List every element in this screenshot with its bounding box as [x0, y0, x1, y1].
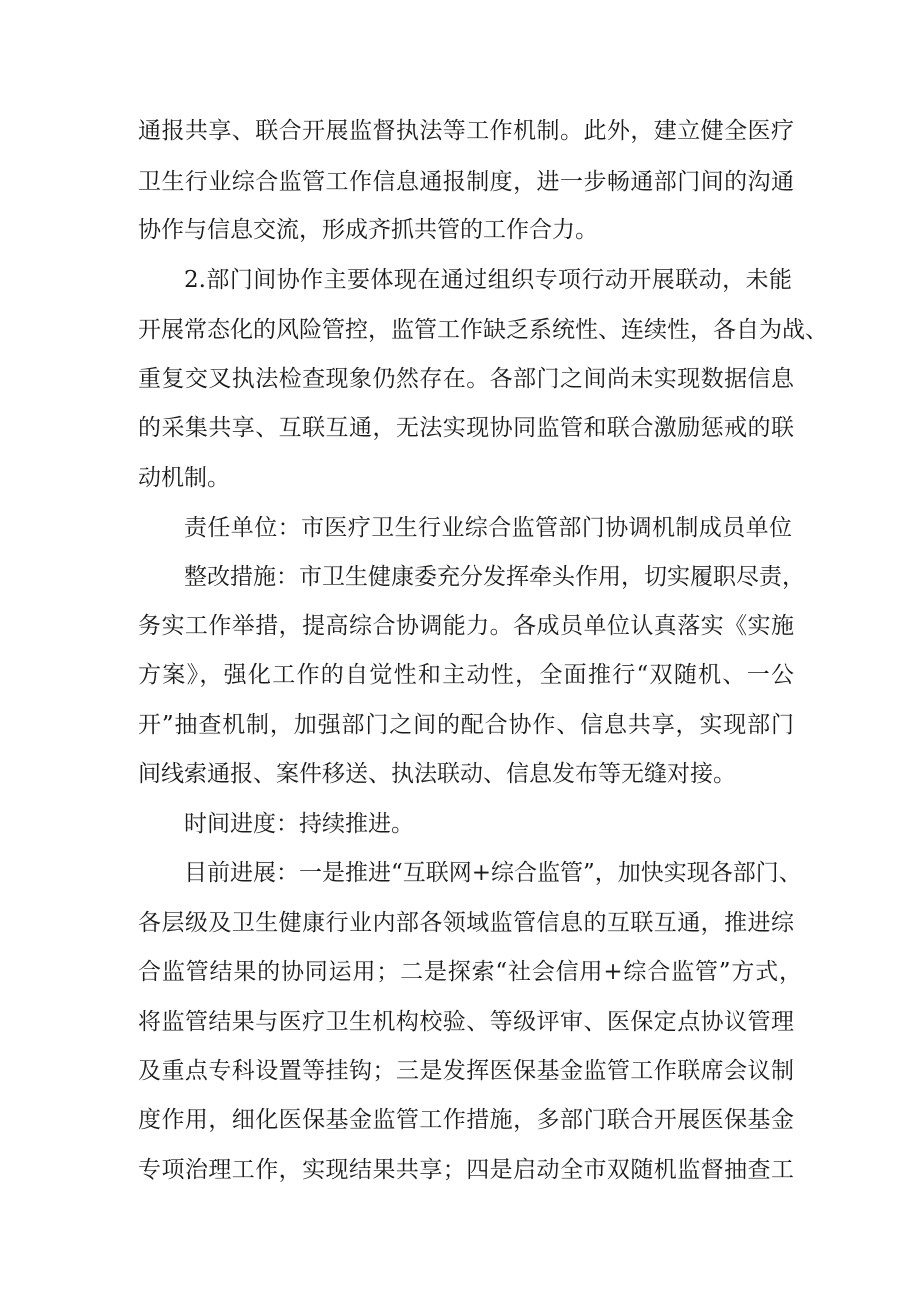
text-line: 方案》，强化工作的自觉性和主动性，全面推行“双随机、一公: [138, 662, 794, 688]
text-line: 2.部门间协作主要体现在通过组织专项行动开展联动，未能: [184, 267, 792, 293]
text-line: 重复交叉执法检查现象仍然存在。各部门之间尚未实现数据信息: [138, 366, 794, 392]
text-line: 整改措施：市卫生健康委充分发挥牵头作用，切实履职尽责，: [184, 564, 805, 590]
text-line: 各层级及卫生健康行业内部各领域监管信息的互联互通，推进综: [138, 910, 794, 936]
text-line: 开”抽查机制，加强部门之间的配合协作、信息共享，实现部门: [138, 712, 794, 738]
text-line: 专项治理工作，实现结果共享；四是启动全市双随机监督抽查工: [138, 1157, 794, 1183]
text-line: 卫生行业综合监管工作信息通报制度，进一步畅通部门间的沟通: [138, 169, 794, 195]
text-line: 目前进展：一是推进“互联网+综合监管”，加快实现各部门、: [184, 860, 802, 886]
text-line: 开展常态化的风险管控，监管工作缺乏系统性、连续性，各自为战、: [138, 317, 828, 343]
text-line: 间线索通报、案件移送、执法联动、信息发布等无缝对接。: [138, 761, 736, 787]
text-line: 通报共享、联合开展监督执法等工作机制。此外，建立健全医疗: [138, 118, 794, 144]
text-line: 度作用，细化医保基金监管工作措施，多部门联合开展医保基金: [138, 1107, 794, 1133]
text-line: 动机制。: [138, 465, 230, 491]
text-line: 及重点专科设置等挂钩；三是发挥医保基金监管工作联席会议制: [138, 1058, 794, 1084]
text-line: 的采集共享、互联互通，无法实现协同监管和联合激励惩戒的联: [138, 415, 794, 441]
text-line: 务实工作举措，提高综合协调能力。各成员单位认真落实《实施: [138, 613, 794, 639]
text-line: 责任单位：市医疗卫生行业综合监管部门协调机制成员单位: [184, 515, 792, 541]
text-line: 将监管结果与医疗卫生机构校验、等级评审、医保定点协议管理: [138, 1009, 794, 1035]
text-line: 时间进度：持续推进。: [184, 811, 414, 837]
text-line: 协作与信息交流，形成齐抓共管的工作合力。: [138, 217, 598, 243]
text-line: 合监管结果的协同运用；二是探索“社会信用+综合监管”方式，: [138, 959, 802, 985]
